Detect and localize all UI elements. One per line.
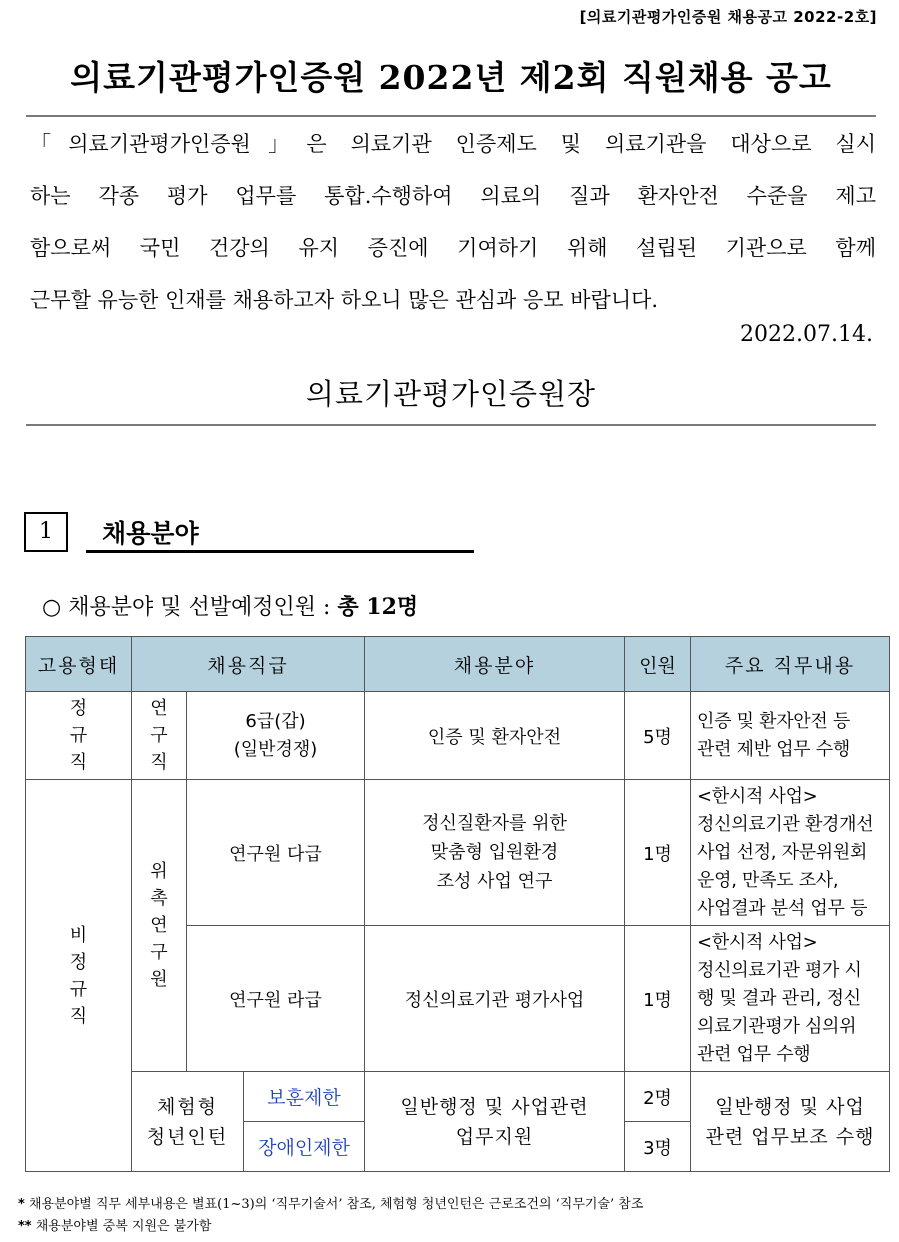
footnotes [18, 1194, 643, 1238]
footnote-text: 채용분야별 직무 세부내용은 별표(1~3)의 ‘직무기술서’ 참조, 체험형 청년인턴은 근로조건의 ‘직무기술’ 참조 [28, 1197, 644, 1212]
field-line: 맞춤형 입원환경 [430, 842, 559, 863]
category-char: 원 [150, 969, 168, 990]
type-char: 규 [69, 978, 88, 1000]
category-char: 직 [150, 752, 168, 773]
type-char: 직 [69, 752, 88, 773]
footnote-item [18, 1194, 643, 1216]
duty-line: 관련 업무 수행 [697, 1043, 811, 1065]
regular-duty-cell [691, 692, 890, 780]
duty-line: 사업결과 분석 업무 등 [697, 897, 868, 919]
duty-line: 관련 업무보조 수행 [705, 1125, 875, 1148]
regular-category-cell [132, 692, 187, 780]
table-header-row [26, 637, 890, 692]
regular-field-cell: 인증 및 환자안전 [365, 692, 625, 780]
type-char: 정 [69, 951, 88, 973]
category-char: 구 [150, 942, 168, 963]
type-char: 직 [69, 1005, 88, 1027]
category-char: 연 [150, 915, 168, 936]
duty-line: 관련 제반 업무 수행 [697, 738, 850, 760]
section-number-box: 1 [24, 512, 68, 552]
recruitment-table [25, 636, 890, 1172]
grade-line: 6급(갑) [245, 710, 306, 732]
regular-type-cell [26, 692, 132, 780]
sub-heading [42, 590, 418, 621]
intern-label-line: 청년인턴 [146, 1125, 229, 1148]
category-char: 위 [150, 861, 168, 882]
irregular-type-cell [26, 780, 132, 1172]
table-row [26, 1072, 890, 1122]
header-field: 채용분야 [365, 637, 625, 692]
title-divider [26, 115, 876, 117]
signer-divider [26, 424, 876, 426]
intro-line: 함으로써 국민 건강의 유지 증진에 기여하기 위해 설립된 기관으로 함께 [30, 236, 876, 260]
intern-field-cell [365, 1072, 625, 1172]
researcher-d-grade-cell: 연구원 다급 [187, 780, 365, 926]
intern-label-cell [132, 1072, 244, 1172]
intern-duty-cell [691, 1072, 890, 1172]
footnote-item [18, 1216, 643, 1238]
disability-restriction-cell: 장애인제한 [244, 1122, 365, 1172]
intern-count-disability: 3명 [625, 1122, 691, 1172]
regular-grade-cell [187, 692, 365, 780]
footnote-mark: * [18, 1197, 25, 1212]
duty-line: 정신의료기관 환경개선 [697, 813, 874, 835]
duty-line: <한시적 사업> [697, 931, 818, 953]
footnote-mark: ** [18, 1219, 32, 1234]
grade-line: (일반경쟁) [233, 738, 318, 760]
duty-line: <한시적 사업> [697, 785, 818, 807]
sub-heading-text: 채용분야 및 선발예정인원 : [68, 595, 338, 620]
signer-name: 의료기관평가인증원장 [305, 377, 597, 411]
total-count: 총 12명 [337, 594, 419, 620]
researcher-d-count-cell: 1명 [625, 780, 691, 926]
intro-paragraph [30, 118, 876, 326]
researcher-d-duty-cell [691, 780, 890, 926]
researcher-r-duty-cell [691, 926, 890, 1072]
researcher-r-count-cell: 1명 [625, 926, 691, 1072]
section-title: 채용분야 [102, 519, 199, 548]
table-row [26, 692, 890, 780]
header-count: 인원 [625, 637, 691, 692]
field-line: 업무지원 [455, 1125, 534, 1148]
intro-line: 「의료기관평가인증원」은 의료기관 인증제도 및 의료기관을 대상으로 실시 [30, 132, 876, 156]
header-type: 고용형태 [26, 637, 132, 692]
category-char: 촉 [150, 888, 168, 909]
header-grade: 채용직급 [132, 637, 365, 692]
bullet-icon: ○ [42, 595, 62, 620]
category-char: 구 [150, 725, 168, 746]
type-char: 비 [69, 924, 88, 946]
table-row [26, 780, 890, 926]
duty-line: 운영, 만족도 조사, [697, 869, 839, 891]
type-char: 규 [69, 725, 88, 746]
page-title: 의료기관평가인증원 2022년 제2회 직원채용 공고 [70, 58, 832, 97]
duty-line: 사업 선정, 자문위원회 [697, 841, 868, 863]
intro-line: 근무할 유능한 인재를 채용하고자 하오니 많은 관심과 응모 바랍니다. [30, 288, 659, 312]
type-char: 정 [69, 698, 88, 719]
researcher-r-field-cell: 정신의료기관 평가사업 [365, 926, 625, 1072]
field-line: 일반행정 및 사업관련 [400, 1095, 589, 1118]
duty-line: 일반행정 및 사업 [715, 1095, 865, 1118]
field-line: 정신질환자를 위한 [422, 813, 567, 834]
irregular-category-cell [132, 780, 187, 1072]
document-number-tag: [의료기관평가인증원 채용공고 2022-2호] [579, 8, 877, 26]
section-underline [86, 550, 474, 553]
duty-line: 정신의료기관 평가 시 [697, 959, 862, 981]
category-char: 연 [150, 698, 168, 719]
field-line: 조성 사업 연구 [436, 871, 553, 892]
researcher-d-field-cell [365, 780, 625, 926]
intern-label-line: 체험형 [156, 1095, 219, 1118]
intern-count-veterans: 2명 [625, 1072, 691, 1122]
header-duty: 주요 직무내용 [691, 637, 890, 692]
intro-line: 하는 각종 평가 업무를 통합.수행하여 의료의 질과 환자안전 수준을 제고 [30, 184, 876, 208]
regular-count-cell: 5명 [625, 692, 691, 780]
duty-line: 인증 및 환자안전 등 [697, 710, 850, 732]
researcher-r-grade-cell: 연구원 라급 [187, 926, 365, 1072]
announcement-date: 2022.07.14. [740, 322, 873, 347]
duty-line: 행 및 결과 관리, 정신 [697, 987, 861, 1009]
duty-line: 의료기관평가 심의위 [697, 1015, 857, 1037]
footnote-text: 채용분야별 중복 지원은 불가함 [35, 1219, 212, 1234]
veterans-restriction-cell: 보훈제한 [244, 1072, 365, 1122]
